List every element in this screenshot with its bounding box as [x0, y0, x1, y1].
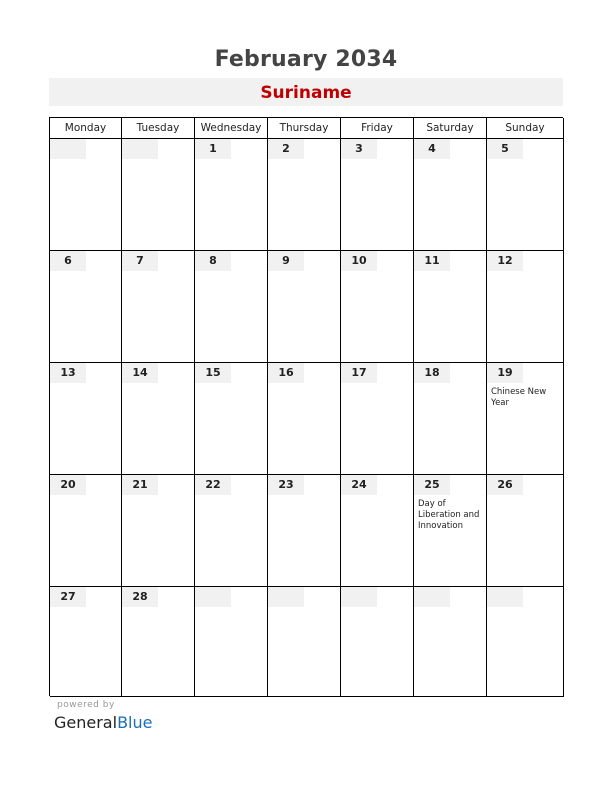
- powered-by-label: powered by: [57, 700, 115, 710]
- calendar-day-cell[interactable]: [122, 251, 195, 363]
- calendar-day-cell[interactable]: [268, 251, 341, 363]
- day-number: [487, 587, 523, 607]
- day-number: 21: [122, 475, 158, 495]
- calendar-day-cell[interactable]: [50, 475, 122, 587]
- day-number: 10: [341, 251, 377, 271]
- calendar-day-cell[interactable]: [268, 139, 341, 251]
- day-number: 25: [414, 475, 450, 495]
- day-number: 26: [487, 475, 523, 495]
- day-number: 3: [341, 139, 377, 159]
- brand-general: General: [54, 713, 118, 732]
- day-number: 4: [414, 139, 450, 159]
- day-number: 12: [487, 251, 523, 271]
- day-number: 9: [268, 251, 304, 271]
- day-number: 22: [195, 475, 231, 495]
- day-number: 7: [122, 251, 158, 271]
- day-number: 17: [341, 363, 377, 383]
- weekday-header-tuesday: Tuesday: [122, 118, 195, 139]
- calendar-day-cell[interactable]: [122, 587, 195, 697]
- calendar-day-cell[interactable]: [487, 475, 564, 587]
- weekday-header-friday: Friday: [341, 118, 414, 139]
- day-number: 18: [414, 363, 450, 383]
- calendar-day-cell[interactable]: [487, 587, 564, 697]
- day-number: 16: [268, 363, 304, 383]
- brand-blue: Blue: [117, 713, 153, 732]
- calendar-day-cell[interactable]: [195, 475, 268, 587]
- day-number: 19: [487, 363, 523, 383]
- day-number: [50, 139, 86, 159]
- calendar-day-cell[interactable]: [195, 587, 268, 697]
- calendar-day-cell[interactable]: [414, 363, 487, 475]
- weekday-header-saturday: Saturday: [414, 118, 487, 139]
- day-number: [341, 587, 377, 607]
- country-name: Suriname: [260, 83, 352, 103]
- day-number: 2: [268, 139, 304, 159]
- holiday-label: Chinese New Year: [491, 387, 547, 408]
- day-number: 1: [195, 139, 231, 159]
- calendar-day-cell[interactable]: [195, 139, 268, 251]
- day-number: 6: [50, 251, 86, 271]
- calendar-day-cell[interactable]: [341, 251, 414, 363]
- day-number: 5: [487, 139, 523, 159]
- day-number: [268, 587, 304, 607]
- calendar-day-cell[interactable]: [414, 251, 487, 363]
- calendar-day-cell[interactable]: [341, 587, 414, 697]
- day-number: 24: [341, 475, 377, 495]
- day-number: 13: [50, 363, 86, 383]
- day-number: 15: [195, 363, 231, 383]
- day-number: 23: [268, 475, 304, 495]
- calendar-day-cell[interactable]: [414, 139, 487, 251]
- calendar-day-cell[interactable]: [414, 587, 487, 697]
- weekday-header-thursday: Thursday: [268, 118, 341, 139]
- calendar-day-cell[interactable]: [487, 139, 564, 251]
- day-number: [122, 139, 158, 159]
- calendar-day-cell[interactable]: [122, 363, 195, 475]
- calendar-day-cell[interactable]: [268, 475, 341, 587]
- calendar-day-cell[interactable]: [414, 475, 487, 587]
- calendar-day-cell[interactable]: [50, 139, 122, 251]
- calendar-day-cell[interactable]: [195, 363, 268, 475]
- day-number: [195, 587, 231, 607]
- calendar-day-cell[interactable]: [341, 139, 414, 251]
- calendar-day-cell[interactable]: [50, 363, 122, 475]
- day-number: 14: [122, 363, 158, 383]
- day-number: [414, 587, 450, 607]
- calendar-day-cell[interactable]: [195, 251, 268, 363]
- calendar-day-cell[interactable]: [268, 587, 341, 697]
- calendar-grid: [49, 117, 563, 696]
- calendar-day-cell[interactable]: [50, 251, 122, 363]
- calendar-day-cell[interactable]: [487, 251, 564, 363]
- calendar-day-cell[interactable]: [341, 475, 414, 587]
- calendar-day-cell[interactable]: [487, 363, 564, 475]
- page-title: February 2034: [214, 47, 398, 72]
- weekday-header-monday: Monday: [50, 118, 122, 139]
- calendar-day-cell[interactable]: [341, 363, 414, 475]
- calendar-day-cell[interactable]: [268, 363, 341, 475]
- day-number: 11: [414, 251, 450, 271]
- day-number: 28: [122, 587, 158, 607]
- calendar-day-cell[interactable]: [122, 475, 195, 587]
- weekday-header-wednesday: Wednesday: [195, 118, 268, 139]
- day-number: 8: [195, 251, 231, 271]
- weekday-header-sunday: Sunday: [487, 118, 564, 139]
- holiday-label: Day of Liberation and Innovation: [418, 499, 480, 531]
- generalblue-logo[interactable]: [54, 713, 152, 732]
- day-number: 27: [50, 587, 86, 607]
- calendar-day-cell[interactable]: [50, 587, 122, 697]
- day-number: 20: [50, 475, 86, 495]
- calendar-day-cell[interactable]: [122, 139, 195, 251]
- country-band: [49, 78, 563, 106]
